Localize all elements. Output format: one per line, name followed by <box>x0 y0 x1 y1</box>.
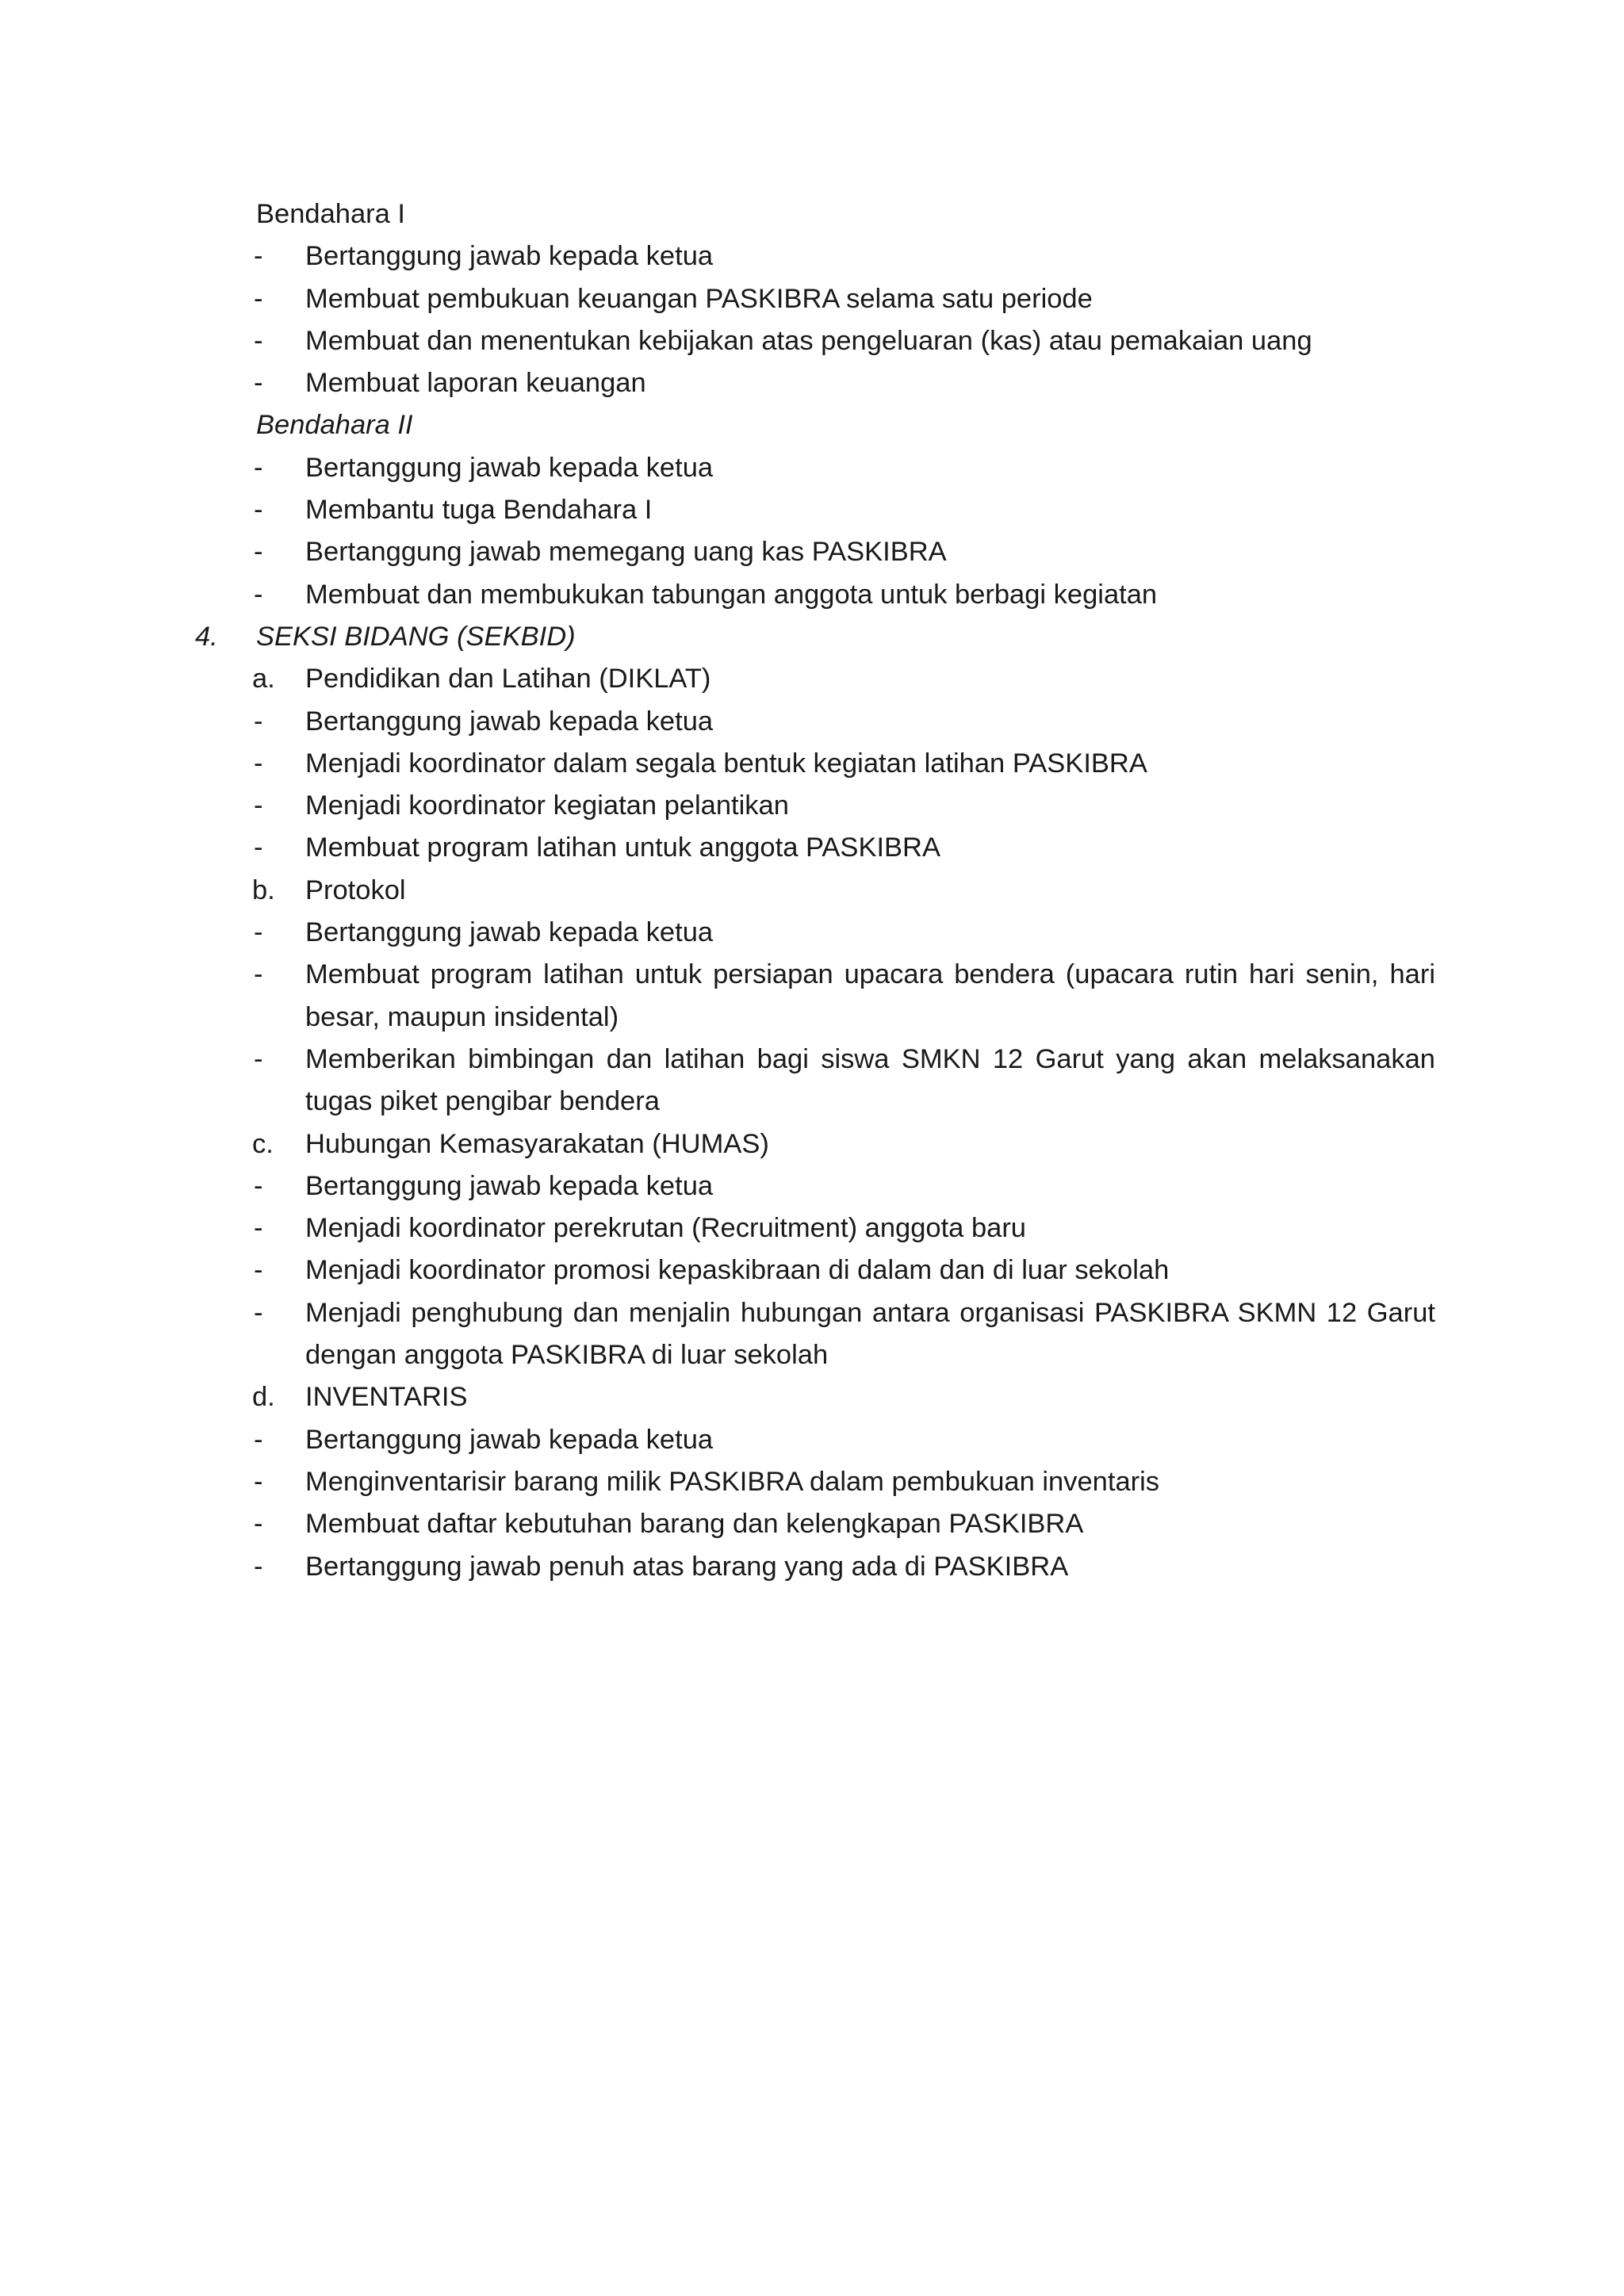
bullet-item <box>0 1207 1624 1249</box>
bullet-item <box>0 320 1624 362</box>
dash-bullet: - <box>254 748 263 779</box>
item-title: Hubungan Kemasyarakatan (HUMAS) <box>305 1128 769 1159</box>
section-heading <box>0 616 1624 658</box>
dash-bullet: - <box>254 1213 263 1244</box>
lettered-item <box>0 1376 1624 1418</box>
dash-bullet: - <box>254 1551 263 1582</box>
bullet-text: Membuat dan membukukan tabungan anggota untuk berbagi kegiatan <box>305 579 1158 610</box>
subheading-line <box>0 193 1624 235</box>
dash-bullet: - <box>254 1466 263 1497</box>
bullet-item <box>0 574 1624 616</box>
lettered-item <box>0 1123 1624 1165</box>
dash-bullet: - <box>254 1043 263 1074</box>
bullet-item <box>0 1419 1624 1461</box>
bullet-text: Bertanggung jawab kepada ketua <box>305 1170 714 1201</box>
bullet-item <box>0 531 1624 573</box>
bullet-item <box>0 1461 1624 1503</box>
bullet-item <box>0 362 1624 404</box>
bullet-text: Memberikan bimbingan dan latihan bagi siswa SMKN 12 Garut yang akan melaksanakan tugas piket pengibar bendera <box>305 1043 1435 1117</box>
bullet-item <box>0 278 1624 320</box>
bullet-text: Bertanggung jawab kepada ketua <box>305 917 714 948</box>
bullet-item <box>0 1039 1624 1123</box>
dash-bullet: - <box>254 790 263 821</box>
bullet-text: Bertanggung jawab penuh atas barang yang ada di PASKIBRA <box>305 1551 1069 1582</box>
dash-bullet: - <box>254 495 263 526</box>
dash-bullet: - <box>254 832 263 863</box>
bullet-item <box>0 827 1624 869</box>
document-body <box>0 193 1624 1588</box>
subheading-text: Bendahara II <box>256 410 413 441</box>
dash-bullet: - <box>254 959 263 990</box>
bullet-text: Bertanggung jawab kepada ketua <box>305 706 714 737</box>
bullet-item <box>0 1249 1624 1292</box>
lettered-item <box>0 870 1624 912</box>
item-title: Protokol <box>305 874 406 905</box>
bullet-item <box>0 1292 1624 1377</box>
lettered-item <box>0 658 1624 700</box>
bullet-text: Membuat laporan keuangan <box>305 368 646 399</box>
dash-bullet: - <box>254 1424 263 1455</box>
bullet-text: Membuat daftar kebutuhan barang dan kelengkapan PASKIBRA <box>305 1509 1084 1540</box>
bullet-text: Menjadi koordinator kegiatan pelantikan <box>305 790 789 821</box>
bullet-text: Menjadi penghubung dan menjalin hubungan antara organisasi PASKIBRA SKMN 12 Garut dengan anggota PASKIBRA di luar sekolah <box>305 1297 1435 1371</box>
bullet-text: Membantu tuga Bendahara I <box>305 495 653 526</box>
bullet-text: Menjadi koordinator promosi kepaskibraan di dalam dan di luar sekolah <box>305 1255 1170 1286</box>
bullet-item <box>0 489 1624 531</box>
dash-bullet: - <box>254 241 263 272</box>
bullet-text: Bertanggung jawab kepada ketua <box>305 241 714 272</box>
section-number: 4. <box>195 621 218 652</box>
section-title: SEKSI BIDANG (SEKBID) <box>256 621 576 652</box>
bullet-text: Membuat program latihan untuk persiapan upacara bendera (upacara rutin hari senin, hari besar, maupun insidental) <box>305 959 1435 1032</box>
item-letter: b. <box>252 874 275 905</box>
dash-bullet: - <box>254 537 263 568</box>
bullet-item <box>0 1165 1624 1207</box>
bullet-text: Membuat dan menentukan kebijakan atas pengeluaran (kas) atau pemakaian uang <box>305 325 1312 356</box>
dash-bullet: - <box>254 917 263 948</box>
item-letter: d. <box>252 1382 275 1413</box>
dash-bullet: - <box>254 1297 263 1328</box>
dash-bullet: - <box>254 1255 263 1286</box>
bullet-item <box>0 912 1624 954</box>
bullet-item <box>0 235 1624 277</box>
bullet-item <box>0 785 1624 827</box>
item-title: Pendidikan dan Latihan (DIKLAT) <box>305 664 711 695</box>
dash-bullet: - <box>254 1509 263 1540</box>
dash-bullet: - <box>254 579 263 610</box>
dash-bullet: - <box>254 325 263 356</box>
bullet-item <box>0 1546 1624 1588</box>
bullet-item <box>0 701 1624 743</box>
dash-bullet: - <box>254 1170 263 1201</box>
dash-bullet: - <box>254 706 263 737</box>
bullet-text: Bertanggung jawab kepada ketua <box>305 1424 714 1455</box>
dash-bullet: - <box>254 452 263 483</box>
bullet-text: Membuat pembukuan keuangan PASKIBRA selama satu periode <box>305 283 1093 314</box>
subheading-line <box>0 404 1624 446</box>
bullet-item <box>0 743 1624 785</box>
dash-bullet: - <box>254 368 263 399</box>
bullet-text: Bertanggung jawab kepada ketua <box>305 452 714 483</box>
bullet-item <box>0 954 1624 1039</box>
bullet-item <box>0 1503 1624 1545</box>
item-title: INVENTARIS <box>305 1382 468 1413</box>
dash-bullet: - <box>254 283 263 314</box>
item-letter: c. <box>252 1128 274 1159</box>
bullet-text: Menjadi koordinator perekrutan (Recruitment) anggota baru <box>305 1213 1026 1244</box>
bullet-text: Membuat program latihan untuk anggota PASKIBRA <box>305 832 940 863</box>
subheading-text: Bendahara I <box>256 199 405 229</box>
bullet-text: Menjadi koordinator dalam segala bentuk kegiatan latihan PASKIBRA <box>305 748 1147 779</box>
bullet-text: Menginventarisir barang milik PASKIBRA dalam pembukuan inventaris <box>305 1466 1160 1497</box>
bullet-item <box>0 447 1624 489</box>
item-letter: a. <box>252 664 275 695</box>
bullet-text: Bertanggung jawab memegang uang kas PASKIBRA <box>305 537 947 568</box>
